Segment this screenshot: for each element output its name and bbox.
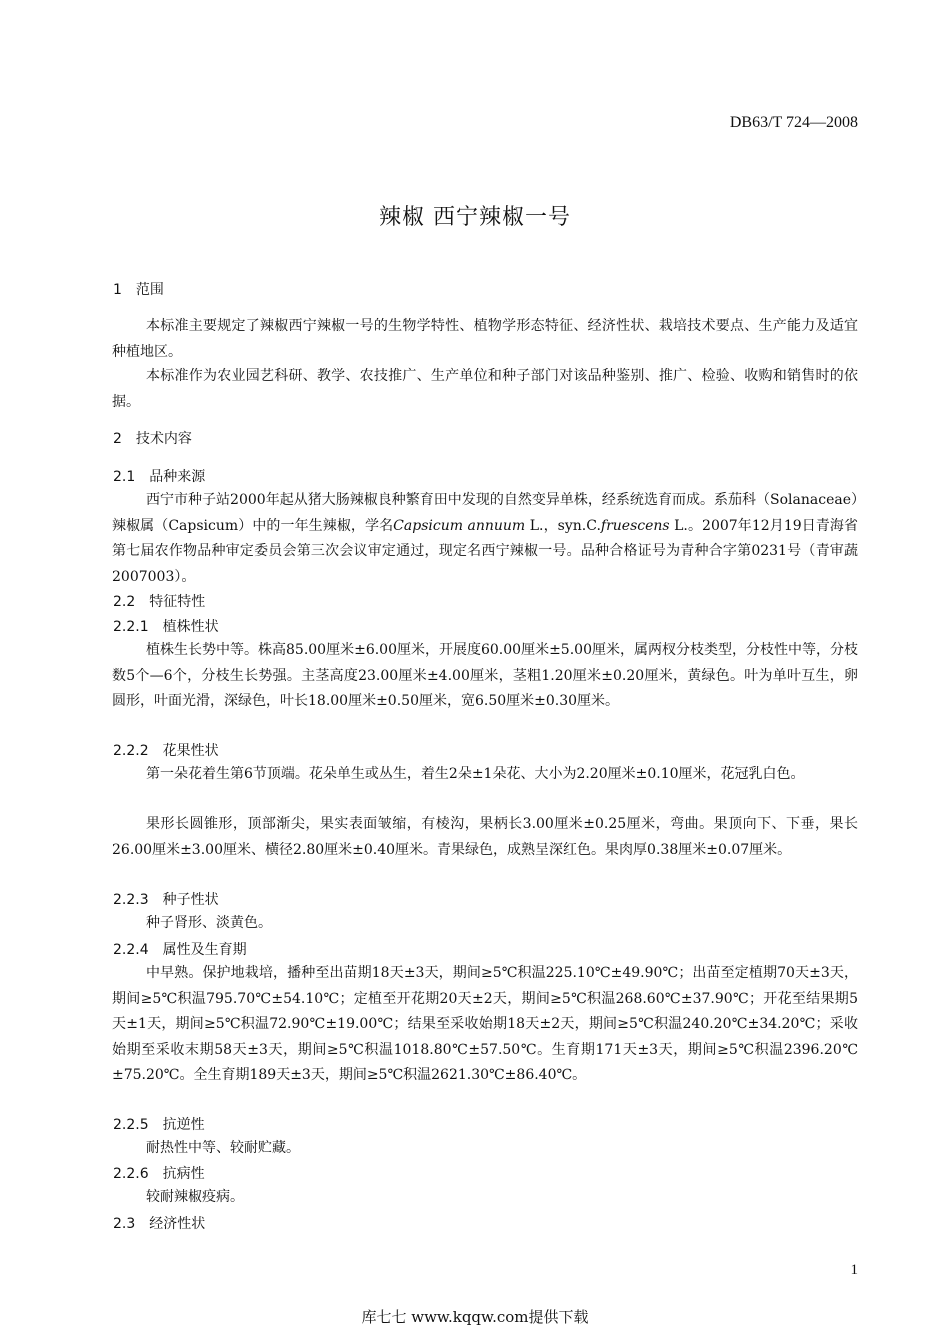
paragraph-seed: 种子肾形、淡黄色。 [146,915,272,931]
section-heading-scope [113,279,164,299]
section-number: 1 [113,282,122,298]
section-heading-plant [113,616,219,636]
paragraph-origin [112,488,858,590]
section-title: 范围 [135,282,164,298]
paragraph-stress: 耐热性中等、较耐贮藏。 [146,1140,300,1156]
section-number: 2.2.5 [113,1117,149,1133]
origin-text-a: 西宁市种子站2000年起从猪大肠辣椒良种繁育田中发现的自然变异单株，经系统选育而成。系茄科（Solanaceae）辣椒属（Capsicum）中的一年生辣椒，学名 [112,492,858,534]
latin-name-fruescens: fruescens [600,517,670,534]
paragraph-flower: 第一朵花着生第6节顶端。花朵单生或丛生，着生2朵±1朵花、大小为2.20厘米±0.10厘米，花冠乳白色。 [146,766,805,782]
section-title: 植株性状 [162,619,219,635]
section-number: 2.2.3 [113,892,149,908]
section-title: 抗逆性 [162,1117,205,1133]
section-number: 2 [113,431,122,447]
paragraph-disease: 较耐辣椒疫病。 [146,1189,244,1205]
section-title: 抗病性 [162,1166,205,1182]
latin-name-annuum: Capsicum annuum [393,517,526,534]
section-title: 特征特性 [149,594,206,610]
section-heading-stress [113,1114,205,1134]
section-title: 花果性状 [162,743,219,759]
section-number: 2.2.4 [113,942,149,958]
section-number: 2.3 [113,1216,136,1232]
section-heading-growth [113,939,247,959]
section-number: 2.2.6 [113,1166,149,1182]
section-heading-disease [113,1163,205,1183]
document-title: 辣椒 西宁辣椒一号 [379,205,571,230]
section-number: 2.2.1 [113,619,149,635]
section-title: 属性及生育期 [162,942,247,958]
section-heading-flower-fruit [113,740,219,760]
section-heading-economic [113,1213,205,1233]
paragraph-scope-1: 本标准主要规定了辣椒西宁辣椒一号的生物学特性、植物学形态特征、经济性状、栽培技术要点、生产能力及适宜种植地区。 [112,318,858,360]
paragraph-fruit: 果形长圆锥形，顶部渐尖，果实表面皱缩，有棱沟，果柄长3.00厘米±0.25厘米，弯曲。果顶向下、下垂，果长26.00厘米±3.00厘米、横径2.80厘米±0.40厘米。青果绿色，成熟呈深红色。果肉厚0.38厘米±0.07厘米。 [112,816,858,858]
section-heading-characteristics [113,591,205,611]
origin-text-b: L.，syn.C. [525,517,601,534]
section-title: 技术内容 [135,431,192,447]
download-footer: 库七七 www.kqqw.com提供下载 [361,1308,589,1326]
section-heading-technical [113,428,192,448]
paragraph-growth: 中早熟。保护地栽培，播种至出苗期18天±3天，期间≥5℃积温225.10℃±49.90℃；出苗至定植期70天±3天，期间≥5℃积温795.70℃±54.10℃；定植至开花期20天±2天，期间≥5℃积温268.60℃±37.90℃；开花至结果期5天±1天，期间≥5℃积温72.90℃±19.00℃；结果至采收始期18天±2天，期间≥5℃积温240.20℃±34.20℃；采收始期至采收末期58天±3天，期间≥5℃积温1018.80℃±57.50℃。生育期171天±3天，期间≥5℃积温2396.20℃±75.20℃。全生育期189天±3天，期间≥5℃积温2621.30℃±86.40℃。 [112,965,858,1083]
section-number: 2.1 [113,469,136,485]
section-title: 种子性状 [162,892,219,908]
paragraph-scope-2: 本标准作为农业园艺科研、教学、农技推广、生产单位和种子部门对该品种鉴别、推广、检验、收购和销售时的依据。 [112,368,858,410]
section-number: 2.2 [113,594,136,610]
origin-text-c: L.。2007年12月19日青海省第七届农作物品种审定委员会第三次会议审定通过，现定名西宁辣椒一号。品种合格证号为青种合字第0231号（青审蔬2007003）。 [112,517,858,585]
section-title: 品种来源 [149,469,206,485]
paragraph-plant: 植株生长势中等。株高85.00厘米±6.00厘米，开展度60.00厘米±5.00厘米，属两杈分枝类型，分枝性中等，分枝数5个—6个，分枝生长势强。主茎高度23.00厘米±4.00厘米，茎粗1.20厘米±0.20厘米，黄绿色。叶为单叶互生，卵圆形，叶面光滑，深绿色，叶长18.00厘米±0.50厘米，宽6.50厘米±0.30厘米。 [112,642,858,709]
section-title: 经济性状 [149,1216,206,1232]
section-number: 2.2.2 [113,743,149,759]
page-number: 1 [850,1262,858,1278]
standard-code: DB63/T 724—2008 [729,114,858,131]
section-heading-seed [113,889,219,909]
section-heading-origin [113,466,205,486]
